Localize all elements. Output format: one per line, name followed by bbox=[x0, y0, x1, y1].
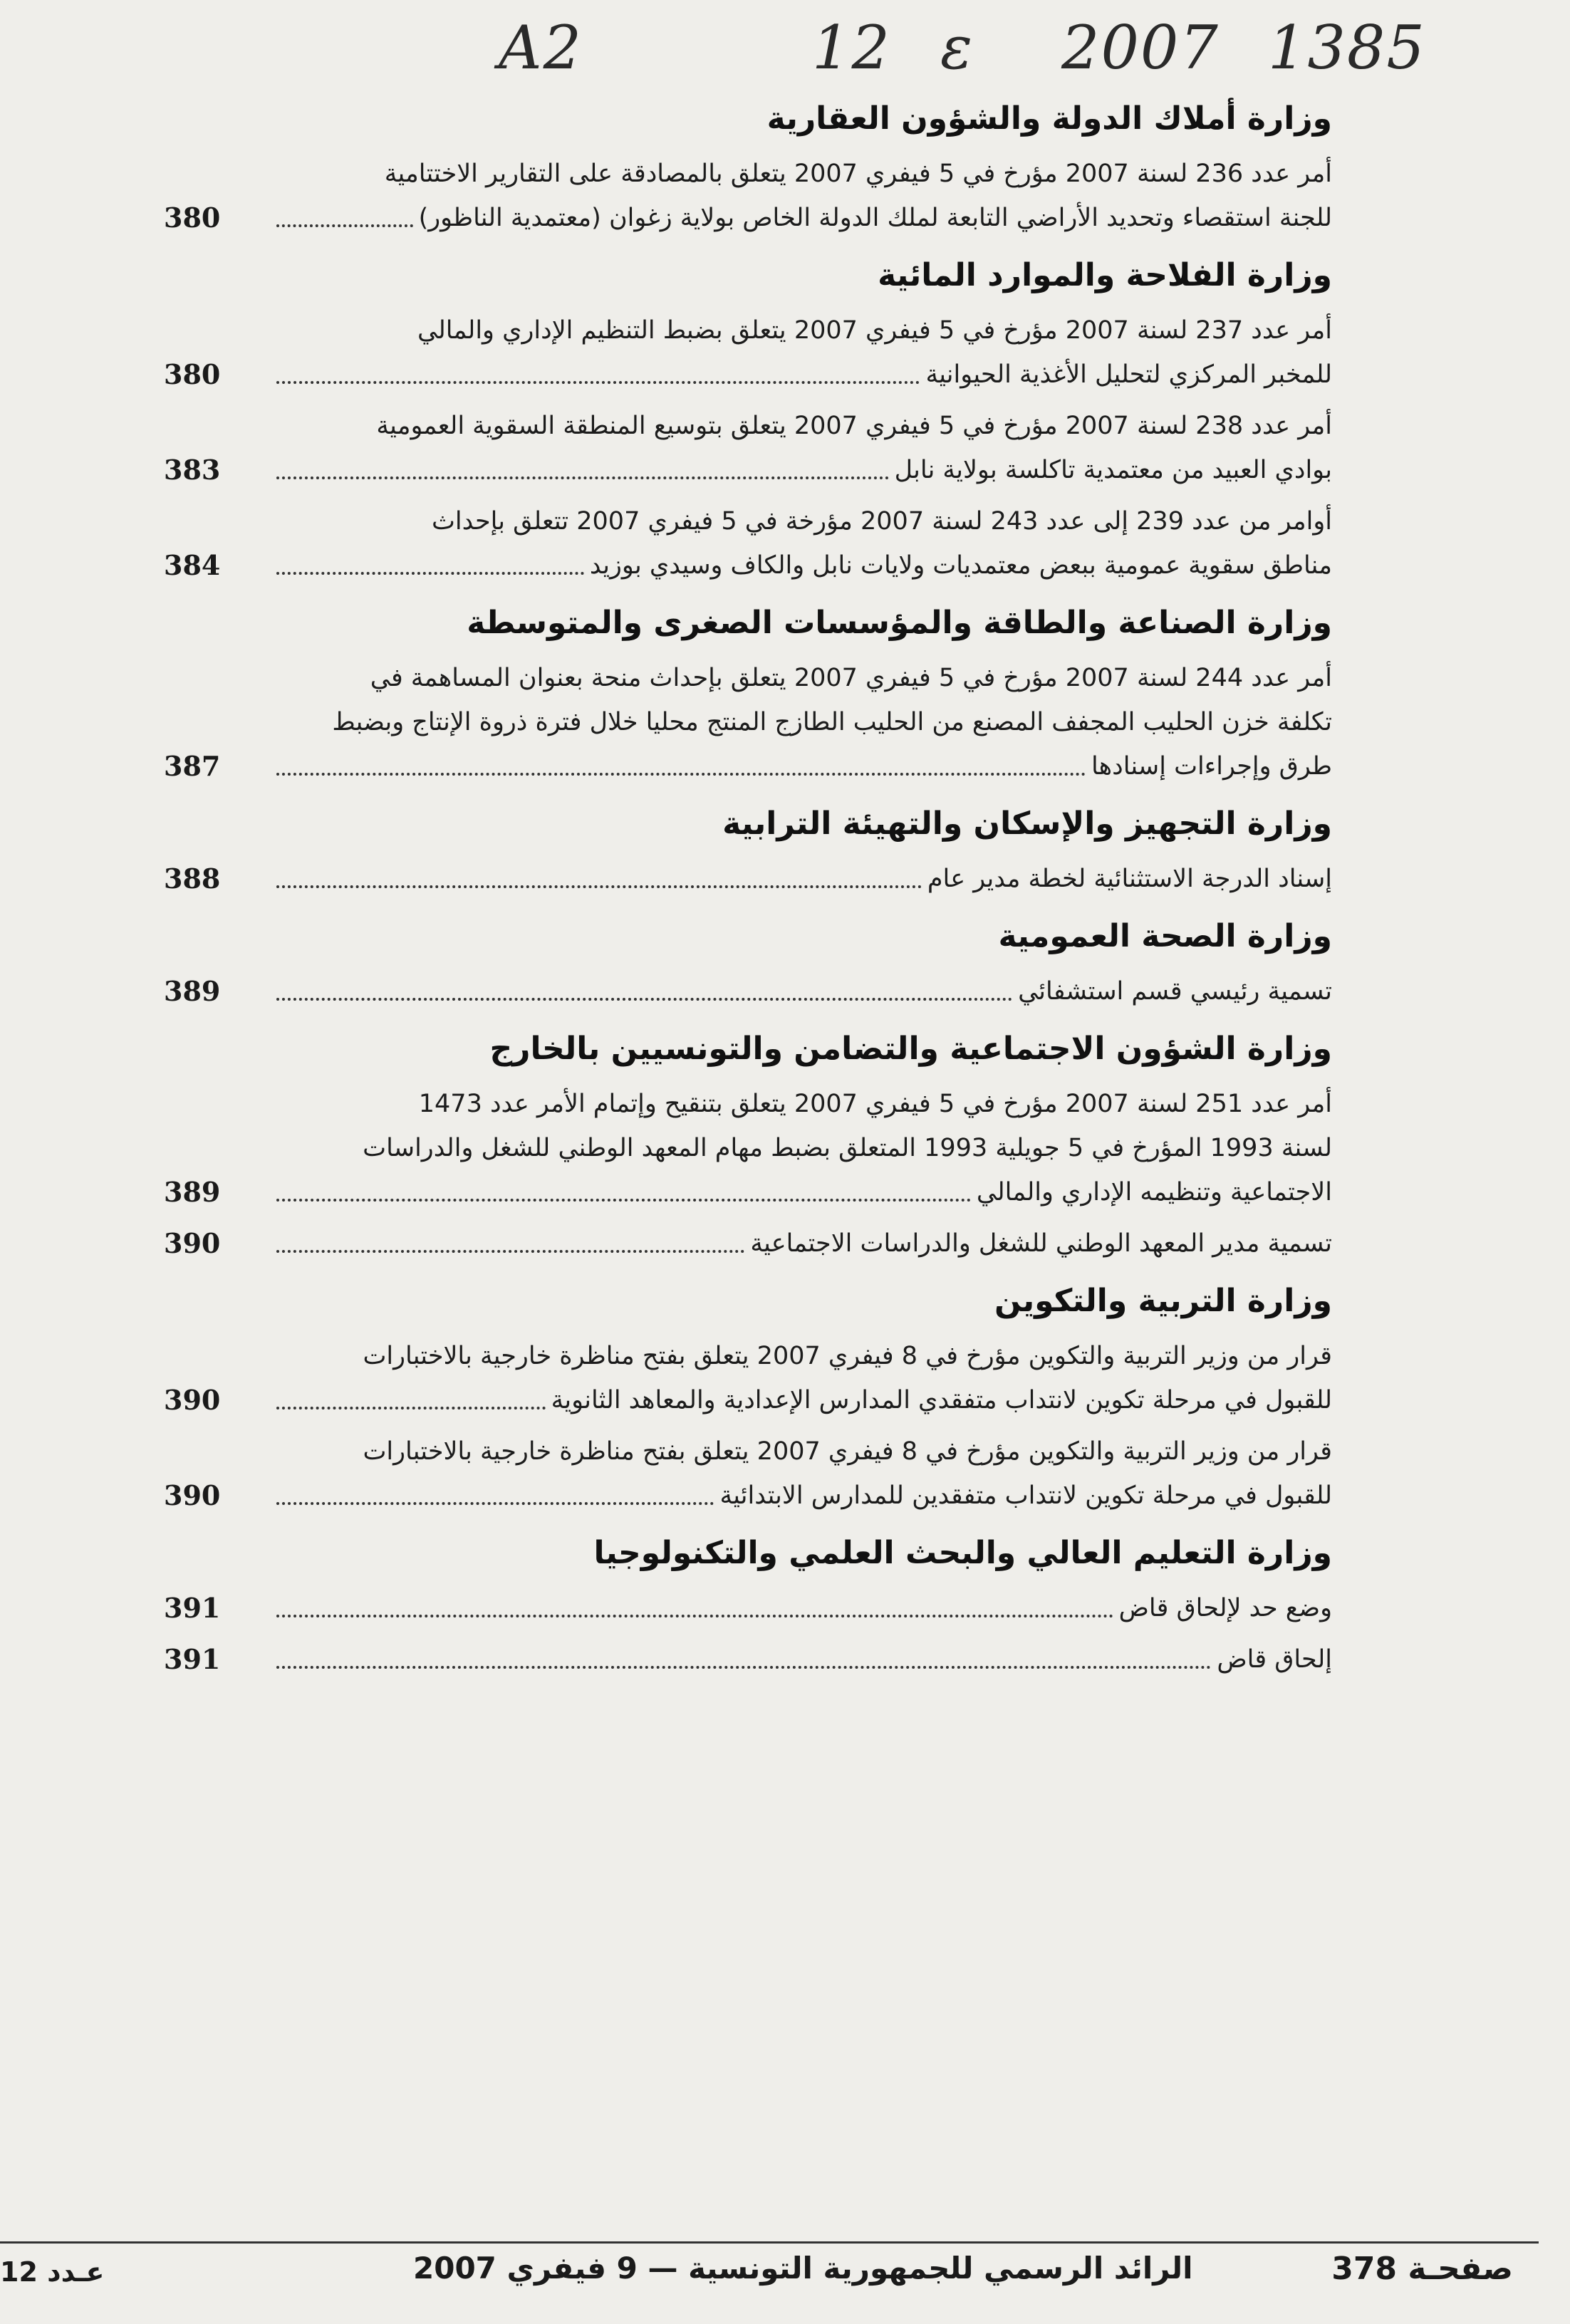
dot-leader bbox=[276, 773, 1086, 776]
entry-last-line bbox=[271, 1637, 1332, 1682]
toc-section bbox=[164, 1278, 1332, 1518]
footer-divider bbox=[0, 2241, 1539, 2244]
section-heading: وزارة الشؤون الاجتماعية والتضامن والتونسيين بالخارج bbox=[489, 1031, 1332, 1067]
dot-leader bbox=[276, 1407, 546, 1409]
entry-page-number: 391 bbox=[164, 1643, 221, 1675]
entry-last-line bbox=[271, 1474, 1332, 1518]
toc-section bbox=[164, 96, 1332, 240]
section-heading: وزارة الصناعة والطاقة والمؤسسات الصغرى والمتوسطة bbox=[467, 605, 1332, 641]
entry-last-line bbox=[271, 1221, 1332, 1266]
toc-section bbox=[164, 600, 1332, 788]
dot-leader bbox=[276, 572, 584, 575]
toc-entry[interactable] bbox=[164, 1586, 1332, 1630]
section-heading: وزارة الفلاحة والموارد المائية bbox=[878, 257, 1332, 293]
entry-line: قرار من وزير التربية والتكوين مؤرخ في 8 فيفري 2007 يتعلق بفتح مناظرة خارجية بالاختبارات bbox=[363, 1437, 1332, 1466]
entry-title-tail: طرق وإجراءات إسنادها bbox=[1091, 752, 1332, 781]
entry-last-line bbox=[271, 857, 1332, 901]
section-heading: وزارة الصحة العمومية bbox=[998, 918, 1332, 954]
entry-title-tail: إلحاق قاض bbox=[1217, 1645, 1332, 1674]
entry-page-number: 390 bbox=[164, 1227, 221, 1259]
entry-page-number: 384 bbox=[164, 549, 221, 581]
entry-last-line bbox=[271, 969, 1332, 1014]
toc-section bbox=[164, 801, 1332, 901]
toc-entry[interactable] bbox=[164, 308, 1332, 397]
section-heading: وزارة التربية والتكوين bbox=[994, 1283, 1332, 1319]
handwritten-note-part: 2007 bbox=[1061, 13, 1220, 83]
entry-text bbox=[271, 499, 1332, 588]
toc-entry[interactable] bbox=[164, 499, 1332, 588]
toc-entry[interactable] bbox=[164, 857, 1332, 901]
entry-page-number: 383 bbox=[164, 454, 221, 486]
section-heading: وزارة أملاك الدولة والشؤون العقارية bbox=[766, 100, 1332, 137]
entry-line: تكلفة خزن الحليب المجفف المصنع من الحليب الطازج المنتج محليا خلال فترة ذروة الإنتاج وبضبط bbox=[332, 708, 1332, 736]
entry-title-tail: تسمية مدير المعهد الوطني للشغل والدراسات الاجتماعية bbox=[750, 1229, 1332, 1258]
entry-page-number: 387 bbox=[164, 750, 221, 782]
dot-leader bbox=[276, 998, 1012, 1001]
entry-last-line bbox=[271, 1586, 1332, 1630]
handwritten-note-part: A2 bbox=[499, 13, 583, 83]
issue-number-label: عـدد 12 bbox=[0, 2256, 105, 2288]
entry-page-number: 389 bbox=[164, 1176, 221, 1208]
toc-entry[interactable] bbox=[164, 656, 1332, 788]
entry-text bbox=[271, 152, 1332, 240]
handwritten-note-part: 1385 bbox=[1268, 13, 1426, 83]
dot-leader bbox=[276, 1502, 714, 1505]
entry-last-line bbox=[271, 353, 1332, 397]
handwritten-note-part: ε bbox=[940, 13, 974, 83]
entry-page-number: 390 bbox=[164, 1479, 221, 1511]
section-heading: وزارة التعليم العالي والبحث العلمي والتكنولوجيا bbox=[593, 1535, 1332, 1571]
entry-line: قرار من وزير التربية والتكوين مؤرخ في 8 فيفري 2007 يتعلق بفتح مناظرة خارجية بالاختبارات bbox=[363, 1342, 1332, 1370]
entry-line: أمر عدد 238 لسنة 2007 مؤرخ في 5 فيفري 2007 يتعلق بتوسيع المنطقة السقوية العمومية bbox=[376, 412, 1332, 440]
publication-title: الرائد الرسمي للجمهورية التونسية — 9 فيفري 2007 bbox=[413, 2251, 1193, 2286]
entry-line: أمر عدد 244 لسنة 2007 مؤرخ في 5 فيفري 2007 يتعلق بإحداث منحة بعنوان المساهمة في bbox=[370, 664, 1332, 692]
entry-last-line bbox=[271, 744, 1332, 788]
toc-section bbox=[164, 1026, 1332, 1266]
toc-entry[interactable] bbox=[164, 1334, 1332, 1422]
toc-entry[interactable] bbox=[164, 1429, 1332, 1518]
toc-entry[interactable] bbox=[164, 1221, 1332, 1266]
entry-title-tail: للقبول في مرحلة تكوين لانتداب متفقدي المدارس الإعدادية والمعاهد الثانوية bbox=[551, 1386, 1332, 1414]
entry-title-tail: للجنة استقصاء وتحديد الأراضي التابعة لملك الدولة الخاص بولاية زغوان (معتمدية الناظور) bbox=[418, 204, 1332, 232]
toc-entry[interactable] bbox=[164, 152, 1332, 240]
entry-line: أمر عدد 237 لسنة 2007 مؤرخ في 5 فيفري 2007 يتعلق بضبط التنظيم الإداري والمالي bbox=[417, 316, 1332, 345]
entry-text bbox=[271, 308, 1332, 397]
dot-leader bbox=[276, 1615, 1113, 1617]
toc-section bbox=[164, 253, 1332, 588]
handwritten-note bbox=[499, 13, 1446, 91]
entry-title-tail: إسناد الدرجة الاستثنائية لخطة مدير عام bbox=[927, 865, 1332, 893]
entry-text bbox=[271, 656, 1332, 788]
dot-leader bbox=[276, 476, 889, 479]
dot-leader bbox=[276, 1199, 971, 1202]
dot-leader bbox=[276, 1666, 1211, 1669]
entry-page-number: 390 bbox=[164, 1384, 221, 1416]
entry-line: أمر عدد 251 لسنة 2007 مؤرخ في 5 فيفري 2007 يتعلق بتنقيح وإتمام الأمر عدد 1473 bbox=[418, 1090, 1332, 1118]
entry-page-number: 388 bbox=[164, 863, 221, 895]
entry-text bbox=[271, 1334, 1332, 1422]
entry-text bbox=[271, 1429, 1332, 1518]
entry-text bbox=[271, 1637, 1332, 1682]
entry-text bbox=[271, 1586, 1332, 1630]
entry-title-tail: الاجتماعية وتنظيمه الإداري والمالي bbox=[976, 1178, 1332, 1207]
entry-line: أوامر من عدد 239 إلى عدد 243 لسنة 2007 مؤرخة في 5 فيفري 2007 تتعلق بإحداث bbox=[431, 507, 1332, 536]
page-number-label: صفحـة 378 bbox=[1331, 2251, 1513, 2287]
handwritten-note-part: 12 bbox=[812, 13, 891, 83]
dot-leader bbox=[276, 1250, 744, 1253]
dot-leader bbox=[276, 224, 413, 227]
toc-entry[interactable] bbox=[164, 1082, 1332, 1214]
toc-entry[interactable] bbox=[164, 404, 1332, 492]
toc-section bbox=[164, 914, 1332, 1014]
entry-last-line bbox=[271, 543, 1332, 588]
entry-last-line bbox=[271, 196, 1332, 240]
entry-title-tail: للمخبر المركزي لتحليل الأغذية الحيوانية bbox=[925, 360, 1332, 389]
entry-page-number: 389 bbox=[164, 975, 221, 1007]
entry-text bbox=[271, 969, 1332, 1014]
toc-section bbox=[164, 1531, 1332, 1682]
toc-entry[interactable] bbox=[164, 1637, 1332, 1682]
section-heading: وزارة التجهيز والإسكان والتهيئة الترابية bbox=[722, 806, 1332, 842]
table-of-contents bbox=[164, 96, 1332, 1694]
entry-last-line bbox=[271, 1170, 1332, 1214]
entry-text bbox=[271, 404, 1332, 492]
entry-title-tail: وضع حد لإلحاق قاض bbox=[1118, 1594, 1332, 1622]
entry-title-tail: تسمية رئيسي قسم استشفائي bbox=[1018, 977, 1332, 1006]
entry-text bbox=[271, 857, 1332, 901]
page-footer bbox=[0, 2251, 1570, 2308]
entry-page-number: 380 bbox=[164, 202, 221, 234]
entry-line: أمر عدد 236 لسنة 2007 مؤرخ في 5 فيفري 2007 يتعلق بالمصادقة على التقارير الاختتامية bbox=[384, 160, 1332, 188]
entry-text bbox=[271, 1221, 1332, 1266]
entry-line: لسنة 1993 المؤرخ في 5 جويلية 1993 المتعلق بضبط مهام المعهد الوطني للشغل والدراسات bbox=[363, 1134, 1332, 1162]
dot-leader bbox=[276, 885, 922, 888]
entry-title-tail: للقبول في مرحلة تكوين لانتداب متفقدين للمدارس الابتدائية bbox=[719, 1481, 1332, 1510]
entry-last-line bbox=[271, 448, 1332, 492]
entry-title-tail: بوادي العبيد من معتمدية تاكلسة بولاية نابل bbox=[894, 456, 1332, 484]
entry-last-line bbox=[271, 1378, 1332, 1422]
entry-page-number: 380 bbox=[164, 358, 221, 390]
entry-text bbox=[271, 1082, 1332, 1214]
entry-title-tail: مناطق سقوية عمومية ببعض معتمديات ولايات نابل والكاف وسيدي بوزيد bbox=[589, 551, 1332, 580]
dot-leader bbox=[276, 381, 920, 384]
toc-entry[interactable] bbox=[164, 969, 1332, 1014]
entry-page-number: 391 bbox=[164, 1592, 221, 1624]
